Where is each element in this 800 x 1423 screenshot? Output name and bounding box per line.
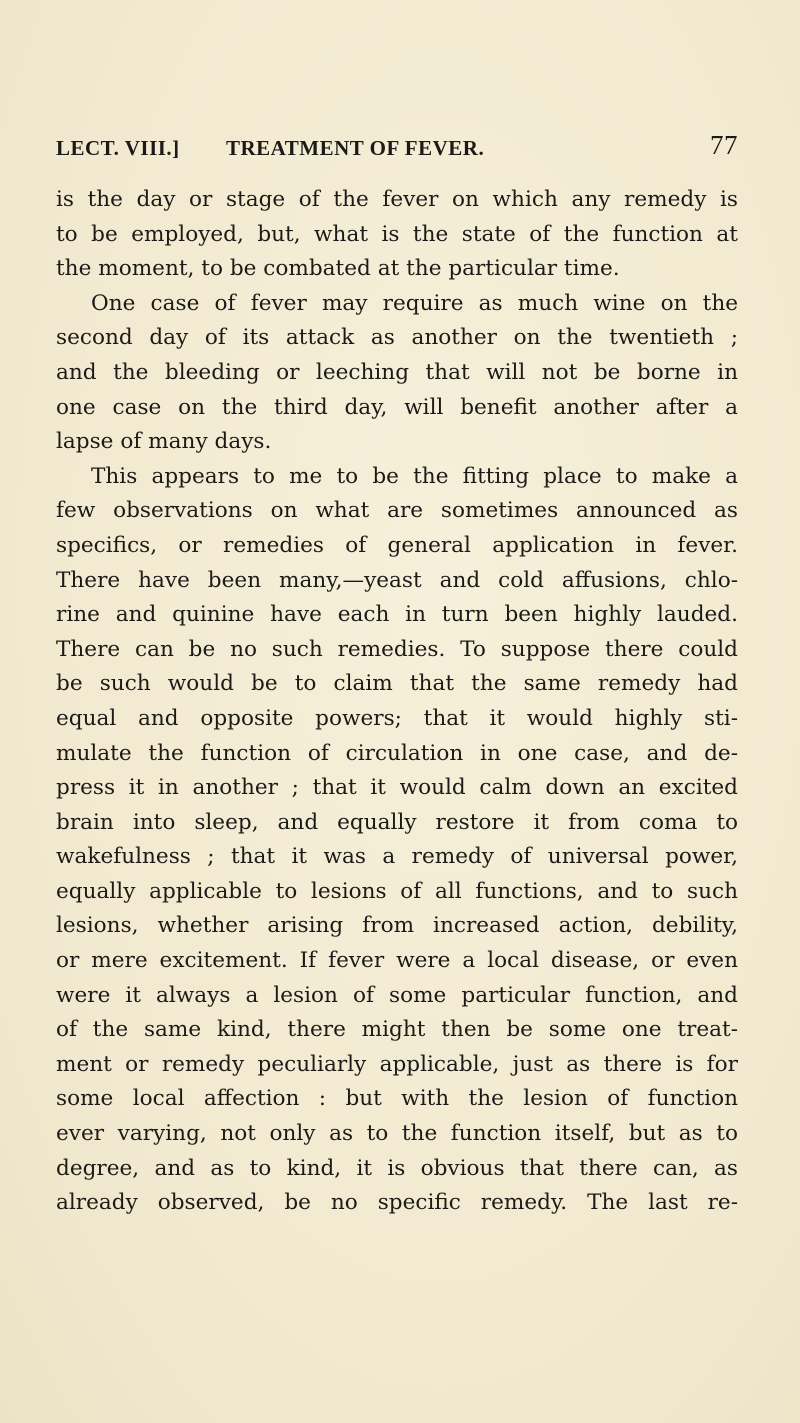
text-line: One case of fever may require as much wine on the <box>91 290 738 316</box>
text-line: ment or remedy peculiarly applicable, just as there is for <box>56 1051 738 1077</box>
text-line: some local affection : but with the lesion of function <box>56 1086 738 1112</box>
text-line: were it always a lesion of some particular function, and <box>56 982 738 1008</box>
text-line: rine and quinine have each in turn been highly lauded. <box>56 602 738 628</box>
running-title: TREATMENT OF FEVER. <box>226 136 485 160</box>
text-line: and the bleeding or leeching that will not be borne in <box>56 359 738 385</box>
text-line: degree, and as to kind, it is obvious that there can, as <box>56 1155 738 1181</box>
text-line: second day of its attack as another on the twentieth ; <box>56 325 738 351</box>
text-line: press it in another ; that it would calm down an excited <box>56 775 738 801</box>
text-line: brain into sleep, and equally restore it from coma to <box>56 809 738 835</box>
lecture-label: LECT. VIII.] <box>56 136 180 160</box>
text-line: already observed, be no specific remedy. The last re- <box>56 1190 738 1216</box>
text-line: equally applicable to lesions of all functions, and to such <box>56 878 738 904</box>
text-line: mulate the function of circulation in one case, and de- <box>56 740 738 766</box>
text-line: equal and opposite powers; that it would highly sti- <box>56 705 738 731</box>
text-line: lapse of many days. <box>56 429 272 455</box>
text-line: to be employed, but, what is the state of the function at <box>56 221 738 247</box>
running-header <box>56 130 738 164</box>
text-line: the moment, to be combated at the particular time. <box>56 256 620 282</box>
text-line: wakefulness ; that it was a remedy of universal power, <box>56 844 738 870</box>
body-text <box>56 183 738 1221</box>
text-line: ever varying, not only as to the function itself, but as to <box>56 1121 738 1147</box>
text-line: few observations on what are sometimes announced as <box>56 498 738 524</box>
text-line: lesions, whether arising from increased action, debility, <box>56 913 738 939</box>
text-line: or mere excitement. If fever were a local disease, or even <box>56 948 738 974</box>
text-line: be such would be to claim that the same remedy had <box>56 671 738 697</box>
text-line: of the same kind, there might then be some one treat- <box>56 1017 738 1043</box>
text-line: specifics, or remedies of general application in fever. <box>56 532 738 558</box>
text-line: one case on the third day, will benefit another after a <box>56 394 738 420</box>
page-number: 77 <box>710 130 738 160</box>
text-line: There can be no such remedies. To suppose there could <box>56 636 738 662</box>
text-line: is the day or stage of the fever on which any remedy is <box>56 187 738 212</box>
text-line: There have been many,—yeast and cold affusions, chlo- <box>56 567 738 593</box>
text-line: This appears to me to be the fitting place to make a <box>91 463 738 489</box>
